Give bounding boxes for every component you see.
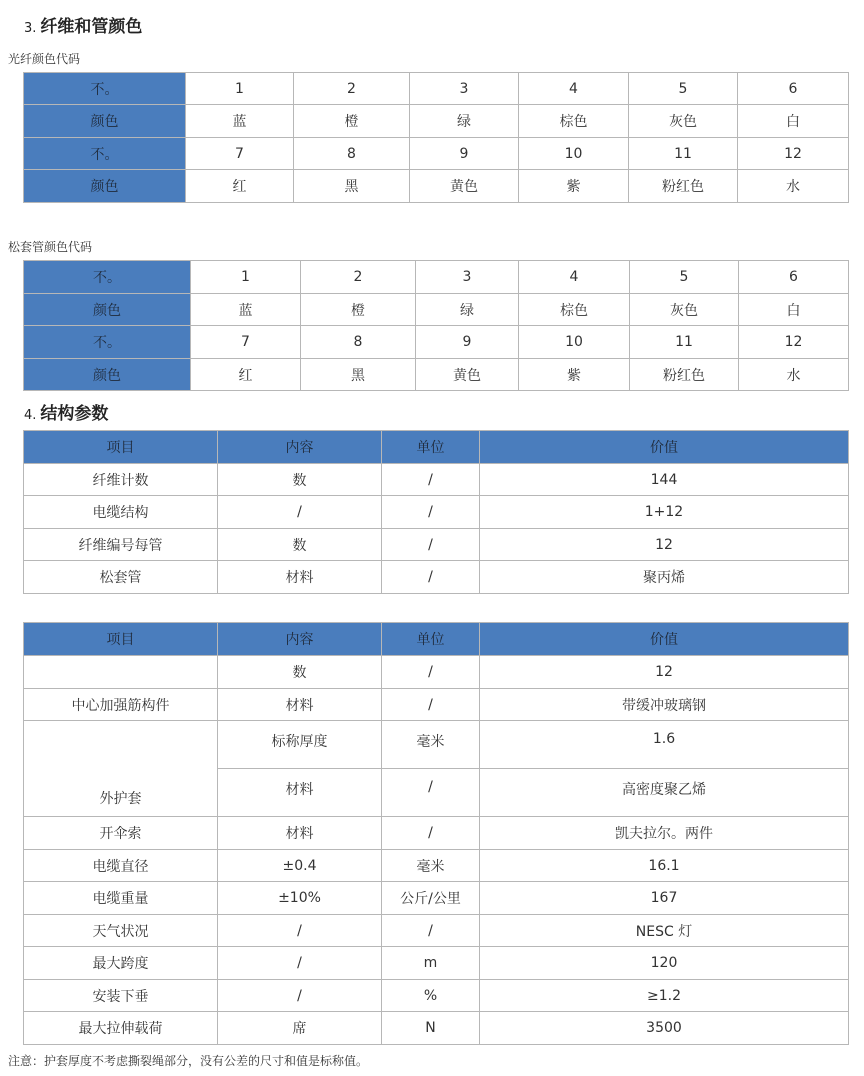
table-cell: / <box>382 769 480 817</box>
table-cell: 标称厚度 <box>218 721 382 769</box>
table-cell: 材料 <box>218 561 382 594</box>
header-unit: 单位 <box>382 623 480 656</box>
table-cell: 电缆重量 <box>24 882 218 915</box>
table-cell: 1+12 <box>480 496 849 529</box>
table-cell: 水 <box>738 170 849 203</box>
table-header-row <box>24 623 849 656</box>
table-cell: 3 <box>416 261 519 294</box>
table-cell: 橙 <box>301 294 416 326</box>
header-value: 价值 <box>480 431 849 464</box>
table-cell: 数 <box>218 529 382 561</box>
table-cell: 8 <box>301 326 416 359</box>
table-cell: 蓝 <box>191 294 301 326</box>
table-row <box>24 496 849 529</box>
table-cell: / <box>218 980 382 1012</box>
structure-table-2 <box>23 622 849 1045</box>
table-cell: 纤维计数 <box>24 464 218 496</box>
table-cell: 开伞索 <box>24 817 218 850</box>
table-cell <box>24 656 218 689</box>
table-row <box>24 359 849 391</box>
table-cell: 灰色 <box>629 105 738 138</box>
label-cell: 不。 <box>24 73 186 105</box>
table-row <box>24 1012 849 1045</box>
table-cell: 蓝 <box>186 105 294 138</box>
label-cell: 颜色 <box>24 170 186 203</box>
table-row <box>24 689 849 721</box>
table-cell: 12 <box>480 529 849 561</box>
header-item: 项目 <box>24 623 218 656</box>
table-cell: 5 <box>630 261 739 294</box>
table-cell: 12 <box>480 656 849 689</box>
table-cell: 最大拉伸载荷 <box>24 1012 218 1045</box>
table-cell: / <box>382 529 480 561</box>
table-cell: 绿 <box>410 105 519 138</box>
table-row <box>24 721 849 769</box>
table-cell: 天气状况 <box>24 915 218 947</box>
table-cell: 8 <box>294 138 410 170</box>
section-4-heading <box>24 399 108 424</box>
section-3-heading <box>24 12 142 37</box>
table-cell: 12 <box>738 138 849 170</box>
table-cell: ±10% <box>218 882 382 915</box>
table-row <box>24 656 849 689</box>
table-row <box>24 980 849 1012</box>
table-row <box>24 915 849 947</box>
table-cell: 紫 <box>519 170 629 203</box>
table-cell: 材料 <box>218 769 382 817</box>
table-cell: 黑 <box>301 359 416 391</box>
table-cell: 电缆直径 <box>24 850 218 882</box>
label-cell: 颜色 <box>24 294 191 326</box>
table-cell: 材料 <box>218 689 382 721</box>
table-cell: 橙 <box>294 105 410 138</box>
table-cell: 167 <box>480 882 849 915</box>
table-cell: / <box>218 947 382 980</box>
table-cell: 棕色 <box>519 105 629 138</box>
table-cell: 5 <box>629 73 738 105</box>
table-cell: 10 <box>519 138 629 170</box>
label-cell: 不。 <box>24 138 186 170</box>
table-cell: / <box>382 915 480 947</box>
table-cell: 带缓冲玻璃钢 <box>480 689 849 721</box>
table-cell: 公斤/公里 <box>382 882 480 915</box>
table-row <box>24 294 849 326</box>
table-cell: 白 <box>739 294 849 326</box>
table-cell: 1 <box>191 261 301 294</box>
table-cell: 灰色 <box>630 294 739 326</box>
table-cell: 3500 <box>480 1012 849 1045</box>
table-cell: / <box>218 496 382 529</box>
table-cell: 棕色 <box>519 294 630 326</box>
section-4-number: 4. <box>24 408 37 423</box>
section-3-title: 纤维和管颜色 <box>40 17 143 37</box>
table-cell: 聚丙烯 <box>480 561 849 594</box>
tube-color-table <box>23 260 849 391</box>
table-row <box>24 561 849 594</box>
table-cell: 中心加强筋构件 <box>24 689 218 721</box>
table-cell: 纤维编号每管 <box>24 529 218 561</box>
table-cell: 10 <box>519 326 630 359</box>
table-row <box>24 138 849 170</box>
label-cell: 颜色 <box>24 105 186 138</box>
table-cell: 水 <box>739 359 849 391</box>
fiber-color-caption: 光纤颜色代码 <box>8 52 81 66</box>
table-cell: 7 <box>191 326 301 359</box>
table-cell: 9 <box>410 138 519 170</box>
table-cell: 4 <box>519 73 629 105</box>
label-cell: 不。 <box>24 326 191 359</box>
section-4-title: 结构参数 <box>40 404 109 424</box>
table-cell: 材料 <box>218 817 382 850</box>
table-cell: 毫米 <box>382 721 480 769</box>
table-cell: 白 <box>738 105 849 138</box>
header-value: 价值 <box>480 623 849 656</box>
table-header-row <box>24 431 849 464</box>
label-cell: 颜色 <box>24 359 191 391</box>
header-content: 内容 <box>218 623 382 656</box>
table-cell: / <box>382 817 480 850</box>
table-row <box>24 882 849 915</box>
table-cell: 最大跨度 <box>24 947 218 980</box>
table-cell: 绿 <box>416 294 519 326</box>
table-cell: 黄色 <box>410 170 519 203</box>
table-cell: / <box>382 561 480 594</box>
table-cell: 黑 <box>294 170 410 203</box>
table-cell: 6 <box>738 73 849 105</box>
table-cell: m <box>382 947 480 980</box>
table-cell: ≥1.2 <box>480 980 849 1012</box>
table-cell: 9 <box>416 326 519 359</box>
table-cell: 红 <box>191 359 301 391</box>
table-cell: 黄色 <box>416 359 519 391</box>
table-cell: / <box>382 464 480 496</box>
header-item: 项目 <box>24 431 218 464</box>
table-cell: ±0.4 <box>218 850 382 882</box>
table-cell: 红 <box>186 170 294 203</box>
table-cell: 3 <box>410 73 519 105</box>
table-cell: 粉红色 <box>630 359 739 391</box>
table-row <box>24 326 849 359</box>
table-cell: 粉红色 <box>629 170 738 203</box>
table-row <box>24 464 849 496</box>
table-cell: / <box>382 496 480 529</box>
footnote: 注意：护套厚度不考虑撕裂绳部分，没有公差的尺寸和值是标称值。 <box>8 1054 369 1068</box>
label-cell: 不。 <box>24 261 191 294</box>
table-cell: 电缆结构 <box>24 496 218 529</box>
table-row <box>24 947 849 980</box>
table-cell: 毫米 <box>382 850 480 882</box>
table-cell: 凯夫拉尔。两件 <box>480 817 849 850</box>
table-cell: NESC 灯 <box>480 915 849 947</box>
header-content: 内容 <box>218 431 382 464</box>
table-cell: 144 <box>480 464 849 496</box>
table-cell: 安装下垂 <box>24 980 218 1012</box>
table-cell-merged: 外护套 <box>24 721 218 817</box>
table-row <box>24 170 849 203</box>
table-cell: 紫 <box>519 359 630 391</box>
table-cell: / <box>382 656 480 689</box>
table-cell: % <box>382 980 480 1012</box>
fiber-color-table <box>23 72 849 203</box>
table-row <box>24 850 849 882</box>
table-cell: 12 <box>739 326 849 359</box>
table-cell: 16.1 <box>480 850 849 882</box>
table-row <box>24 529 849 561</box>
table-cell: 2 <box>294 73 410 105</box>
table-cell: 高密度聚乙烯 <box>480 769 849 817</box>
table-row <box>24 105 849 138</box>
table-cell: 120 <box>480 947 849 980</box>
table-cell: 7 <box>186 138 294 170</box>
table-cell: 2 <box>301 261 416 294</box>
table-cell: 6 <box>739 261 849 294</box>
table-cell: 松套管 <box>24 561 218 594</box>
section-3-number: 3. <box>24 21 37 36</box>
table-cell: 数 <box>218 656 382 689</box>
table-cell: / <box>382 689 480 721</box>
table-cell: / <box>218 915 382 947</box>
table-row <box>24 817 849 850</box>
table-cell: 11 <box>630 326 739 359</box>
table-cell: 数 <box>218 464 382 496</box>
tube-color-caption: 松套管颜色代码 <box>8 240 93 254</box>
table-row <box>24 261 849 294</box>
table-cell: 4 <box>519 261 630 294</box>
table-cell: 1 <box>186 73 294 105</box>
table-cell: 席 <box>218 1012 382 1045</box>
header-unit: 单位 <box>382 431 480 464</box>
structure-table-1 <box>23 430 849 594</box>
table-cell: 1.6 <box>480 721 849 769</box>
table-cell: N <box>382 1012 480 1045</box>
table-cell: 11 <box>629 138 738 170</box>
table-row <box>24 73 849 105</box>
